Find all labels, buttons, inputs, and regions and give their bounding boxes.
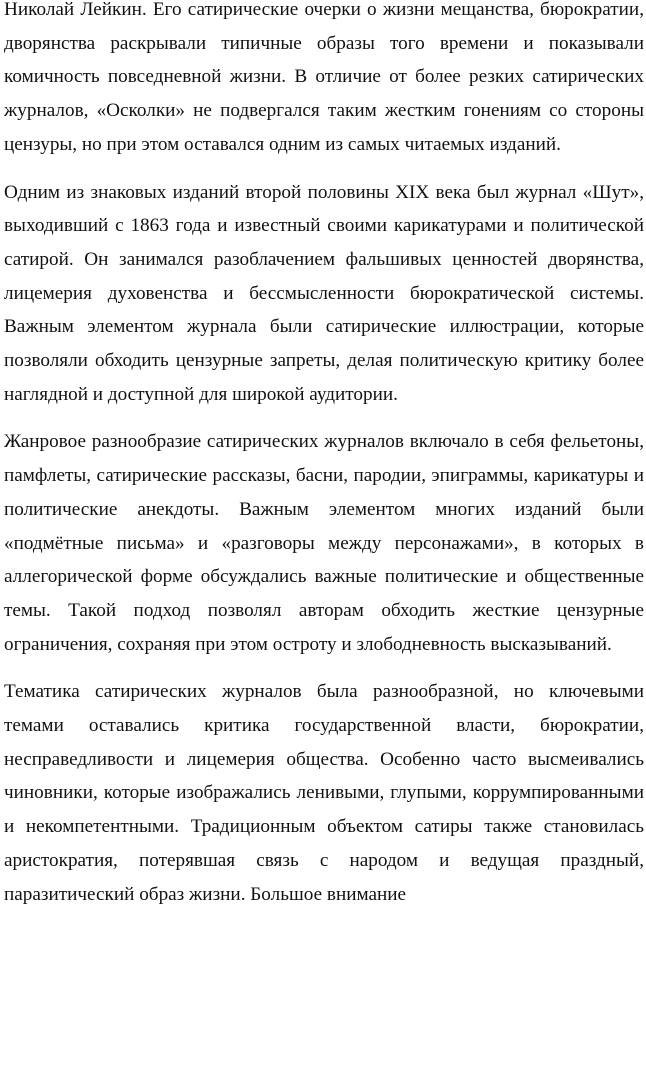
- paragraph-4: Тематика сатирических журналов была разнообразной, но ключевыми темами оставались критика государственной власти, бюрократии, несправедливости и лицемерия общества. Особенно часто высмеивались чиновники, которые изображались ленивыми, глупыми, коррумпированными и некомпетентными. Традиционным объектом сатиры также становилась аристократия, потерявшая связь с народом и ведущая праздный, паразитический образ жизни. Большое внимание: [4, 681, 644, 905]
- paragraph-2: Одним из знаковых изданий второй половины XIX века был журнал «Шут», выходивший с 1863 года и известный своими карикатурами и политической сатирой. Он занимался разоблачением фальшивых ценностей дворянства, лицемерия духовенства и бессмысленности бюрократической системы. Важным элементом журнала были сатирические иллюстрации, которые позволяли обходить цензурные запреты, делая политическую критику более наглядной и доступной для широкой аудитории.: [4, 181, 644, 405]
- document-page: [4, 0, 644, 911]
- paragraph-3: Жанровое разнообразие сатирических журналов включало в себя фельетоны, памфлеты, сатирические рассказы, басни, пародии, эпиграммы, карикатуры и политические анекдоты. Важным элементом многих изданий были «подмётные письма» и «разговоры между персонажами», в которых в аллегорической форме обсуждались важные политические и общественные темы. Такой подход позволял авторам обходить жесткие цензурные ограничения, сохраняя при этом остроту и злободневность высказываний.: [4, 431, 644, 655]
- paragraph-1: Николай Лейкин. Его сатирические очерки о жизни мещанства, бюрократии, дворянства раскрывали типичные образы того времени и показывали комичность повседневной жизни. В отличие от более резких сатирических журналов, «Осколки» не подвергался таким жестким гонениям со стороны цензуры, но при этом оставался одним из самых читаемых изданий.: [4, 0, 644, 155]
